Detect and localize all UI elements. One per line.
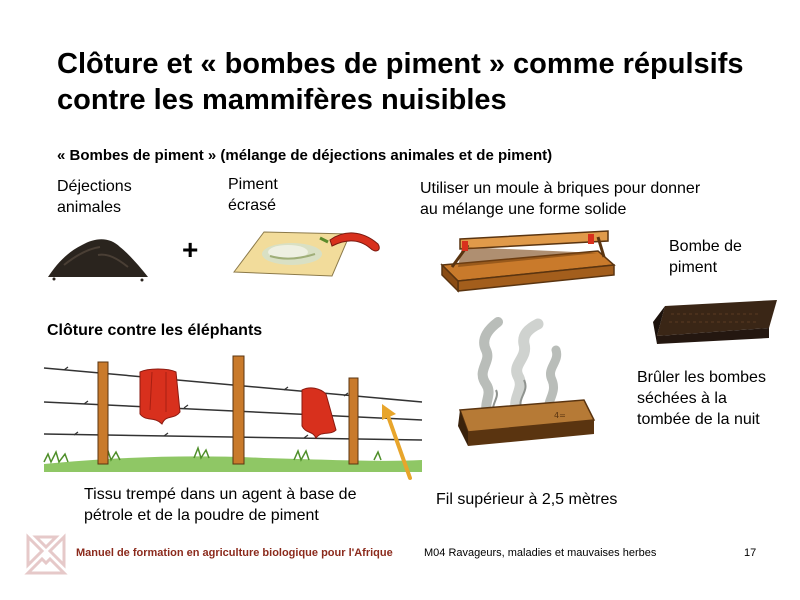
cloth-label: Tissu trempé dans un agent à base de pétrole et de la poudre de piment (84, 486, 357, 524)
chili-bomb-icon (651, 298, 781, 346)
slide-subtitle: « Bombes de piment » (mélange de déjections animales et de piment) (57, 147, 553, 164)
footer-manual-title: Manuel de formation en agriculture biologique pour l'Afrique (76, 547, 393, 559)
logo-icon (24, 533, 68, 577)
crushed-chili-icon (232, 224, 387, 284)
burn-label: Brûler les bombes séchées à la tombée de la nuit (637, 369, 766, 428)
slide-title: Clôture et « bombes de piment » comme répulsifs contre les mammifères nuisibles (57, 48, 744, 116)
dung-label: Déjections animales (57, 178, 132, 216)
elephant-fence-icon (44, 350, 424, 472)
arrow-icon (378, 402, 418, 482)
brick-mould-icon (438, 225, 623, 293)
bomb-label: Bombe de piment (669, 238, 742, 276)
burning-bombs-icon (446, 314, 596, 454)
fence-title: Clôture contre les éléphants (47, 322, 263, 339)
dung-pile-icon (44, 225, 154, 285)
wire-label: Fil supérieur à 2,5 mètres (436, 491, 618, 508)
plus-sign: + (182, 234, 199, 265)
chili-label: Piment écrasé (228, 176, 278, 214)
footer-module: M04 Ravageurs, maladies et mauvaises herbes (424, 547, 657, 559)
page-number: 17 (744, 547, 757, 559)
mould-label: Utiliser un moule à briques pour donner au mélange une forme solide (420, 180, 701, 218)
svg-text:4=: 4= (554, 411, 566, 420)
